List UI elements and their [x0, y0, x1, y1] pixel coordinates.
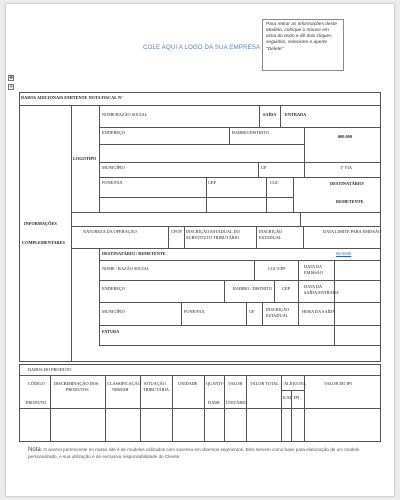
- cgc-cpf-label: CGC/CPF: [268, 266, 286, 271]
- data-emissao-label-2: EMISSÃO: [304, 270, 323, 275]
- dest-rem-title: DESTINATÁRIO / REMETENTE: [102, 251, 166, 256]
- nota-fiscal-table: [19, 92, 381, 362]
- col-produto: PRODUTO: [26, 400, 47, 405]
- fatura-label: FATURA: [102, 329, 120, 334]
- col-valor-1: VALOR: [228, 381, 243, 386]
- natureza-label: NATUREZA DA OPERAÇÃO: [83, 229, 137, 234]
- col-discriminacao-1: DISCRIMINAÇÃO DOS: [54, 381, 99, 386]
- col-situacao-2: TRIBUTÁRIA: [143, 387, 170, 392]
- entrada-label: ENTRADA: [285, 112, 307, 117]
- col-classificacao-2: NBM/SH: [112, 387, 129, 392]
- col-aliquota: ALÍQUOTA: [284, 381, 306, 386]
- data-limite-label: DATA LIMITE PARA EMISSÃO: [323, 229, 382, 234]
- bairro-label: BAIRRO/DISTRITO: [232, 130, 269, 135]
- municipio-label: MUNICÍPIO: [102, 165, 125, 170]
- nome-razao-label-2: NOME / RAZÃO SOCIAL: [102, 266, 150, 271]
- endereco-label: ENDEREÇO: [102, 130, 125, 135]
- cfop-label: CFOP: [171, 229, 182, 234]
- col-codigo: CÓDIGO: [28, 381, 45, 386]
- nf-number: 000.000: [338, 134, 352, 139]
- date-value-link[interactable]: 00/00/00: [336, 251, 352, 256]
- uf-label: UF: [261, 165, 267, 170]
- info-label-1: INFORMAÇÕES: [24, 221, 57, 226]
- col-discriminacao-2: PRODUTOS: [66, 387, 89, 392]
- table-move-handle-icon[interactable]: ✥: [9, 75, 14, 81]
- section-label: DADOS ADICIONAIS EMITENTE NOTA FISCAL N°: [21, 95, 123, 100]
- inscricao-label-1: INSCRIÇÃO: [259, 229, 283, 234]
- produtos-title: DADOS DO PRODUTO: [28, 367, 72, 372]
- data-emissao-label-1: DATA DA: [304, 264, 323, 269]
- inscricao-label-2b: ESTADUAL: [266, 313, 289, 318]
- destinatario-label: DESTINATÁRIO/: [330, 181, 365, 186]
- endereco-label-2: ENDEREÇO: [102, 286, 125, 291]
- cgc-label: CGC: [270, 180, 279, 185]
- ie-substituto-label-2: SUBSTITUTO TRIBUTÁRIO: [186, 235, 240, 240]
- col-situacao-1: SITUAÇÃO: [144, 381, 166, 386]
- data-saida-label-2: SAÍDA/ENTRADA: [304, 290, 339, 295]
- col-valor-ipi: VALOR DO IPI: [324, 381, 352, 386]
- note-text: : O acervo pertencente no nosso site é de modelos utilizados com sucesso em diversos segmentos. Eles servem como base para elaboração de um modelo personalizado, e sua utilização é de exclusiva responsabilidade do Cliente.: [28, 447, 360, 460]
- logo-placeholder[interactable]: COLE AQUI A LOGO DA SUA EMPRESA: [143, 44, 261, 51]
- document-page: [6, 4, 394, 496]
- footer-note: [28, 446, 380, 460]
- ie-substituto-label-1: INSCRIÇÃO ESTADUAL DO: [186, 229, 240, 234]
- cep-label: CEP: [208, 180, 216, 185]
- fone-fax-label-2: FONE/FAX: [184, 309, 205, 314]
- col-ipi: IPI: [294, 395, 300, 400]
- info-label-2: COMPLEMENTARES: [22, 240, 65, 245]
- col-unidade: UNIDADE: [178, 381, 198, 386]
- col-valor-2: UNITÁRIO: [226, 400, 247, 405]
- instruction-note[interactable]: Para retirar as informações deste Modelo, coloque o mouse em cima do texto e dê dois cliques seguidos, selecione e aperte "Delete": [262, 19, 344, 71]
- hora-saida-label: HORA DA SAÍDA: [302, 309, 336, 314]
- col-quantidade-1: QUANTI-: [206, 381, 224, 386]
- nome-razao-label: NOME/RAZÃO SOCIAL: [102, 112, 148, 117]
- col-valor-total: VALOR TOTAL: [250, 381, 279, 386]
- cep-label-2: CEP: [282, 286, 290, 291]
- inscricao-label-2a: INSCRIÇÃO: [266, 307, 290, 312]
- table-expand-icon[interactable]: +: [9, 84, 14, 90]
- logotipo-label: LOGOTIPO: [73, 156, 97, 161]
- saida-label: SAÍDA: [263, 112, 277, 117]
- col-quantidade-2: DADE: [208, 400, 220, 405]
- bairro-label-2: BAIRRO / DISTRITO: [233, 286, 273, 291]
- fone-fax-label: FONE/FAX: [102, 180, 123, 185]
- note-label: Nota: [28, 447, 41, 453]
- uf-label-2: UF: [249, 309, 255, 314]
- col-icm: ICM: [283, 395, 292, 400]
- data-saida-label-1: DATA DA: [304, 284, 323, 289]
- inscricao-label-2: ESTADUAL: [259, 235, 282, 240]
- municipio-label-2: MUNICÍPIO: [102, 309, 125, 314]
- col-classificacao-1: CLASSIFICAÇÃO: [107, 381, 141, 386]
- via-label: 1ª VIA: [340, 165, 352, 170]
- remetente-label: REMETENTE: [336, 199, 364, 204]
